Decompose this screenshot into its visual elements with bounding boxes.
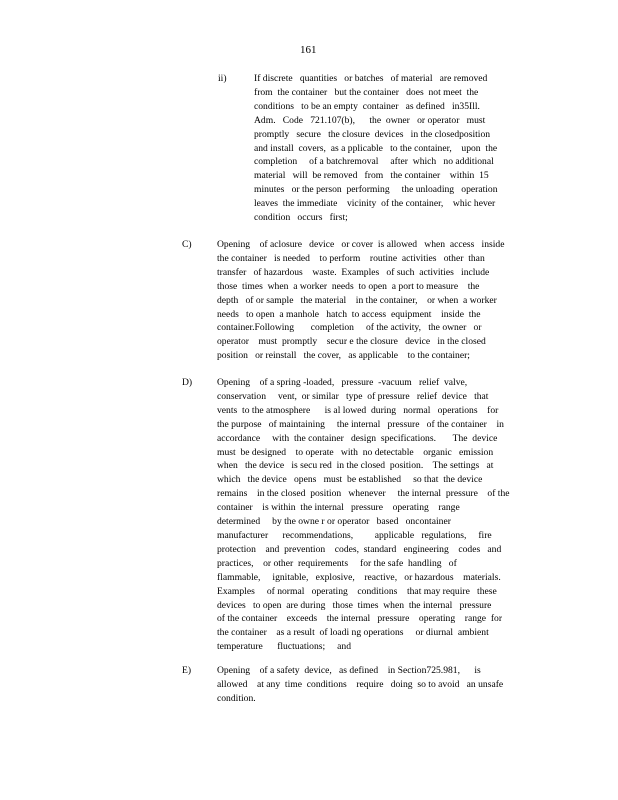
text-line: the container as a result of loadi ng operations or diurnal ambient <box>217 627 489 639</box>
text-line: those times when a worker needs to open a port to measure the <box>217 280 480 292</box>
text-line: practices, or other requirements for the safe handling of <box>217 557 457 569</box>
text-line: the purpose of maintaining the internal pressure of the container in <box>217 418 504 430</box>
text-line: transfer of hazardous waste. Examples of such activities include <box>217 266 490 278</box>
text-line: devices to open are during those times when the internal pressure <box>217 599 492 611</box>
text-line: promptly secure the closure devices in the closedposition <box>254 128 491 140</box>
text-line: conservation vent, or similar type of pressure relief device that <box>217 390 489 402</box>
text-line: operator must promptly secur e the closure device in the closed <box>217 336 486 348</box>
text-line: Opening of a spring -loaded, pressure -vacuum relief valve, <box>217 377 468 388</box>
text-line: protection and prevention codes, standard engineering codes and <box>217 543 502 555</box>
text-line: accordance with the container design specifications. The device <box>217 432 498 444</box>
text-line: position or reinstall the cover, as applicable to the container; <box>217 350 470 362</box>
item-text <box>217 664 503 706</box>
text-line: remains in the closed position whenever the internal pressure of the <box>217 488 510 500</box>
text-line: depth of or sample the material in the container, or when a worker <box>217 294 497 306</box>
item-text <box>217 238 504 363</box>
text-line: minutes or the person performing the unloading operation <box>254 184 498 196</box>
item-text <box>254 72 498 225</box>
item-marker: E) <box>182 665 192 676</box>
text-line: material will be removed from the container within 15 <box>254 170 489 182</box>
item-text <box>217 376 510 654</box>
text-line: Opening of aclosure device or cover is allowed when access inside <box>217 239 505 250</box>
text-line: temperature fluctuations; and <box>217 641 352 653</box>
text-line: which the device opens must be established so that the device <box>217 474 483 486</box>
text-line: flammable, ignitable, explosive, reactive, or hazardous materials. <box>217 571 501 583</box>
text-line: completion of a batchremoval after which no additional <box>254 156 494 168</box>
text-line: leaves the immediate vicinity of the container, whic hever <box>254 198 496 210</box>
text-line: Examples of normal operating conditions that may require these <box>217 585 497 597</box>
text-line: when the device is secu red in the closed position. The settings at <box>217 460 494 472</box>
text-line: of the container exceeds the internal pressure operating range for <box>217 613 503 625</box>
text-line: allowed at any time conditions require doing so to avoid an unsafe <box>217 678 504 690</box>
text-line: Opening of a safety device, as defined in Section725.981, is <box>217 665 481 676</box>
text-line: vents to the atmosphere is al lowed during normal operations for <box>217 404 499 416</box>
text-line: container.Following completion of the activity, the owner or <box>217 322 482 334</box>
text-line: If discrete quantities or batches of material are removed <box>254 73 488 84</box>
text-line: conditions to be an empty container as defined in35Ill. <box>254 100 480 112</box>
text-line: Adm. Code 721.107(b), the owner or operator must <box>254 114 486 126</box>
text-line: and install covers, as a pplicable to the container, upon the <box>254 142 498 154</box>
text-line: the container is needed to perform routine activities other than <box>217 252 485 264</box>
text-line: from the container but the container does not meet the <box>254 86 479 98</box>
item-marker: C) <box>182 239 192 250</box>
text-line: manufacturer recommendations, applicable regulations, fire <box>217 529 492 541</box>
page-number: 161 <box>300 44 317 56</box>
item-marker: ii) <box>218 73 227 84</box>
text-line: container is within the internal pressure operating range <box>217 502 460 514</box>
text-line: determined by the owne r or operator based oncontainer <box>217 516 451 528</box>
text-line: must be designed to operate with no detectable organic emission <box>217 446 494 458</box>
text-line: needs to open a manhole hatch to access equipment inside the <box>217 308 481 320</box>
item-marker: D) <box>182 377 193 388</box>
text-line: condition occurs first; <box>254 212 348 224</box>
text-line: condition. <box>217 692 256 704</box>
